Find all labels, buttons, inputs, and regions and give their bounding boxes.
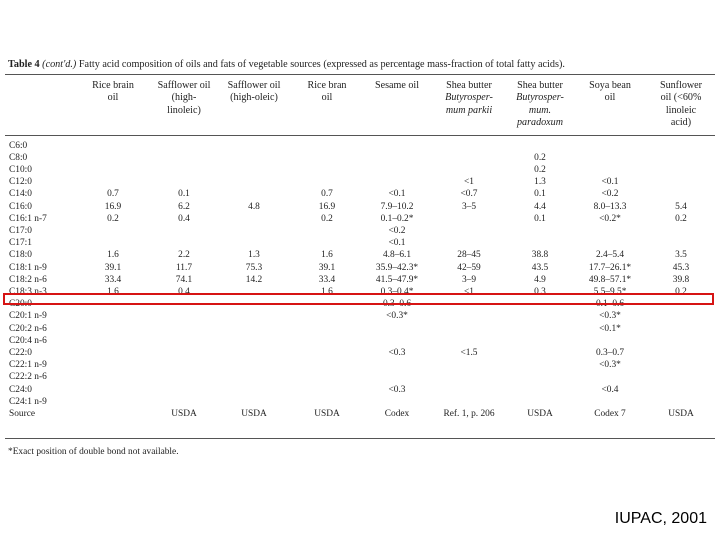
column-header-line: Butyrosper- bbox=[516, 92, 564, 104]
column-header-line: Rice bran bbox=[307, 80, 347, 91]
column-header-line: oil bbox=[604, 92, 616, 104]
table-cell: 16.9 bbox=[318, 201, 336, 212]
table-cell: 45.3 bbox=[672, 262, 690, 273]
table-cell: 2.2 bbox=[178, 250, 190, 261]
table-cell: 4.8–6.1 bbox=[382, 250, 412, 261]
table-cell: 1.6 bbox=[321, 286, 333, 297]
source-credit: IUPAC, 2001 bbox=[614, 510, 707, 527]
table-cell: 8.0–13.3 bbox=[593, 201, 627, 212]
table-cell: 4.4 bbox=[534, 201, 546, 212]
table-cell: <0.1 bbox=[388, 238, 406, 249]
table-cell: 11.7 bbox=[175, 262, 193, 273]
table-cell: 3.5 bbox=[675, 250, 687, 261]
row-label: C22:1 n-9 bbox=[9, 360, 47, 371]
column-header-line: oil (<60% bbox=[660, 92, 702, 104]
table-cell: 43.5 bbox=[531, 262, 549, 273]
table-contd: (cont'd.) bbox=[42, 59, 77, 70]
table-cell: USDA bbox=[668, 408, 694, 419]
table-cell: 49.8–57.1* bbox=[588, 274, 632, 285]
row-label: C24:0 bbox=[9, 384, 32, 395]
table-cell: 0.2 bbox=[534, 164, 546, 175]
table-cell: <0.3* bbox=[386, 311, 408, 322]
table-cell: 74.1 bbox=[175, 274, 193, 285]
row-label: C18:0 bbox=[9, 250, 32, 261]
row-label: C18:3 n-3 bbox=[9, 286, 47, 297]
table-cell: 0.1–0.6 bbox=[595, 299, 625, 310]
table-cell: 5.4 bbox=[675, 201, 687, 212]
table-cell: 28–45 bbox=[457, 250, 481, 261]
table-cell: <1.5 bbox=[460, 347, 478, 358]
table-cell: 1.6 bbox=[107, 250, 119, 261]
table-cell: 1.3 bbox=[534, 177, 546, 188]
row-label: C22:0 bbox=[9, 347, 32, 358]
table-cell: 0.2 bbox=[321, 213, 333, 224]
row-label: C6:0 bbox=[9, 140, 28, 151]
table-cell: <0.2 bbox=[601, 189, 619, 200]
table-footnote: *Exact position of double bond not available. bbox=[8, 447, 179, 457]
table-cell: 17.7–26.1* bbox=[588, 262, 632, 273]
table-cell: 0.3–0.6 bbox=[382, 299, 412, 310]
table-bottom-rule bbox=[5, 438, 715, 439]
table-cell: <0.3 bbox=[388, 347, 406, 358]
column-header-line: Shea butter bbox=[446, 80, 492, 91]
table-cell: 0.1–0.2* bbox=[380, 213, 414, 224]
table-cell: 6.2 bbox=[178, 201, 190, 212]
table-cell: 14.2 bbox=[245, 274, 263, 285]
table-cell: USDA bbox=[241, 408, 267, 419]
column-header-line: acid) bbox=[670, 117, 692, 129]
column-header-line: Sunflower bbox=[659, 80, 703, 91]
table-cell: 0.2 bbox=[107, 213, 119, 224]
table-cell: USDA bbox=[527, 408, 553, 419]
column-header-line: Soya bean bbox=[589, 80, 631, 91]
table-cell: 0.3–0.7 bbox=[595, 347, 625, 358]
table-cell: <0.2* bbox=[599, 213, 621, 224]
table-cell: 33.4 bbox=[104, 274, 122, 285]
table-cell: 0.7 bbox=[321, 189, 333, 200]
table-cell: 33.4 bbox=[318, 274, 336, 285]
table-top-rule bbox=[5, 74, 715, 75]
table-cell: 39.1 bbox=[318, 262, 336, 273]
table-cell: 0.1 bbox=[178, 189, 190, 200]
table-cell: 3–9 bbox=[461, 274, 477, 285]
row-label: C8:0 bbox=[9, 152, 28, 163]
table-label: Table 4 bbox=[8, 59, 40, 70]
table-cell: 16.9 bbox=[104, 201, 122, 212]
table-cell: 7.9–10.2 bbox=[380, 201, 414, 212]
column-header-line: mum. bbox=[528, 104, 552, 116]
highlight-box bbox=[3, 293, 714, 305]
table-cell: 0.7 bbox=[107, 189, 119, 200]
table-cell: Codex bbox=[384, 408, 410, 419]
table-cell: <0.1 bbox=[601, 177, 619, 188]
column-header-line: Safflower oil bbox=[157, 80, 211, 91]
table-cell: <0.7 bbox=[460, 189, 478, 200]
row-label: C10:0 bbox=[9, 164, 32, 175]
table-cell: 1.6 bbox=[107, 286, 119, 297]
table-cell: 39.1 bbox=[104, 262, 122, 273]
table-cell: Codex 7 bbox=[594, 408, 626, 419]
table-cell: 38.8 bbox=[531, 250, 549, 261]
table-cell: 39.8 bbox=[672, 274, 690, 285]
row-label: C17:0 bbox=[9, 225, 32, 236]
table-cell: 0.4 bbox=[178, 213, 190, 224]
table-cell: 75.3 bbox=[245, 262, 263, 273]
table-header-rule bbox=[5, 135, 715, 136]
column-header-line: Sesame oil bbox=[374, 80, 419, 91]
table-cell: <0.4 bbox=[601, 384, 619, 395]
column-header-line: (high-oleic) bbox=[230, 92, 278, 104]
column-header-line: mum parkii bbox=[445, 104, 493, 116]
table-cell: 0.3 bbox=[534, 286, 546, 297]
table-cell: 41.5–47.9* bbox=[375, 274, 419, 285]
row-label: C17:1 bbox=[9, 238, 32, 249]
table-cell: 0.2 bbox=[675, 213, 687, 224]
table-cell: 3–5 bbox=[461, 201, 477, 212]
table-cell: <0.3* bbox=[599, 311, 621, 322]
table-cell: 1.6 bbox=[321, 250, 333, 261]
row-label: C12:0 bbox=[9, 177, 32, 188]
row-label: C20:4 n-6 bbox=[9, 335, 47, 346]
column-header-line: Rice brain bbox=[92, 80, 134, 91]
table-cell: <0.2 bbox=[388, 225, 406, 236]
table-cell: <0.3 bbox=[388, 384, 406, 395]
column-header-line: linoleic bbox=[665, 104, 697, 116]
row-label: C16:1 n-7 bbox=[9, 213, 47, 224]
column-header-line: (high- bbox=[171, 92, 197, 104]
column-header bbox=[651, 80, 711, 130]
column-header-line: Safflower oil bbox=[227, 80, 281, 91]
table-caption-text: Fatty acid composition of oils and fats of vegetable sources (expressed as percentage mass-fraction of total fatty acids). bbox=[78, 59, 565, 70]
row-label: C14:0 bbox=[9, 189, 32, 200]
table-cell: 1.3 bbox=[248, 250, 260, 261]
table-cell: <0.1* bbox=[599, 323, 621, 334]
table-cell: <0.3* bbox=[599, 360, 621, 371]
table-cell: <1 bbox=[464, 177, 474, 188]
table-cell: 0.3–0.4* bbox=[380, 286, 414, 297]
column-header bbox=[83, 80, 143, 105]
row-label: C16:0 bbox=[9, 201, 32, 212]
table-caption bbox=[8, 59, 713, 70]
row-label: Source bbox=[9, 408, 36, 419]
table-cell: 4.9 bbox=[534, 274, 546, 285]
column-header bbox=[572, 80, 648, 105]
table-cell: 2.4–5.4 bbox=[595, 250, 625, 261]
column-header-line: oil bbox=[321, 92, 333, 104]
column-header bbox=[508, 80, 572, 130]
table-cell: <1 bbox=[464, 286, 474, 297]
column-header bbox=[297, 80, 357, 105]
table-cell: 5.5–9.5* bbox=[593, 286, 627, 297]
column-header bbox=[357, 80, 437, 92]
row-label: C20:0 bbox=[9, 299, 32, 310]
table-cell: 4.8 bbox=[248, 201, 260, 212]
row-label: C24:1 n-9 bbox=[9, 396, 47, 407]
table-cell: 42–59 bbox=[457, 262, 481, 273]
table-cell: 0.4 bbox=[178, 286, 190, 297]
column-header-line: paradoxum bbox=[517, 117, 563, 129]
column-header bbox=[149, 80, 219, 117]
column-header-line: Shea butter bbox=[517, 80, 563, 91]
column-header-line: Butyrosper- bbox=[445, 92, 493, 104]
table-cell: USDA bbox=[314, 408, 340, 419]
row-label: C20:1 n-9 bbox=[9, 311, 47, 322]
column-header-line: oil bbox=[107, 92, 119, 104]
table-cell: 0.1 bbox=[534, 213, 546, 224]
row-label: C18:2 n-6 bbox=[9, 274, 47, 285]
column-header bbox=[434, 80, 504, 117]
row-label: C22:2 n-6 bbox=[9, 372, 47, 383]
column-header bbox=[219, 80, 289, 105]
table-cell: USDA bbox=[171, 408, 197, 419]
table-cell: 0.1 bbox=[534, 189, 546, 200]
row-label: C18:1 n-9 bbox=[9, 262, 47, 273]
column-header-line: linoleic) bbox=[167, 104, 201, 116]
table-cell: 0.2 bbox=[675, 286, 687, 297]
row-label: C20:2 n-6 bbox=[9, 323, 47, 334]
table-cell: <0.1 bbox=[388, 189, 406, 200]
table-cell: 0.2 bbox=[534, 152, 546, 163]
table-cell: 35.9–42.3* bbox=[375, 262, 419, 273]
table-cell: Ref. 1, p. 206 bbox=[443, 408, 495, 419]
